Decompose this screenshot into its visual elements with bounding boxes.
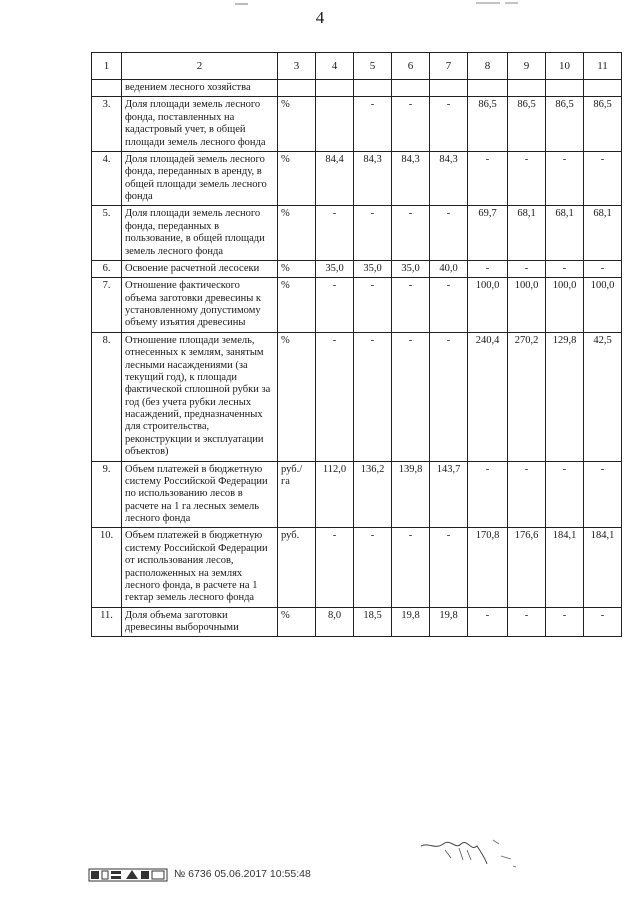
continuation-text: ведением лесного хозяйства [122,80,278,97]
indicator-name: Доля площади земель лесного фонда, поставленных на кадастровый учет, в общей площади земель лесного фонда [122,97,278,152]
table-row [92,332,622,461]
table-row [92,528,622,607]
value-cell: 100,0 [508,278,546,333]
value-cell: - [430,206,468,261]
unit-cell: % [278,607,316,637]
value-cell: - [316,528,354,607]
value-cell: - [430,332,468,461]
value-cell: - [316,332,354,461]
value-cell: 35,0 [392,260,430,277]
row-number: 7. [92,278,122,333]
unit-cell: % [278,151,316,206]
value-cell: 100,0 [468,278,508,333]
column-header: 8 [468,53,508,80]
value-cell: 68,1 [508,206,546,261]
column-header: 6 [392,53,430,80]
value-cell: 100,0 [584,278,622,333]
value-cell: - [468,461,508,528]
value-cell [316,97,354,152]
unit-cell: руб./ га [278,461,316,528]
value-cell: 86,5 [508,97,546,152]
table-cell [278,80,316,97]
value-cell: - [430,97,468,152]
value-cell: 240,4 [468,332,508,461]
registry-stamp-icon [88,866,168,882]
value-cell: - [546,151,584,206]
signature-mark [415,836,525,876]
column-header: 5 [354,53,392,80]
value-cell: - [354,97,392,152]
value-cell: - [430,278,468,333]
value-cell: - [584,260,622,277]
unit-cell: руб. [278,528,316,607]
value-cell: - [468,151,508,206]
value-cell: 84,4 [316,151,354,206]
indicator-name: Доля площади земель лесного фонда, переданных в пользование, в общей площади земель лесного фонда [122,206,278,261]
footer [88,866,311,882]
document-reference: № 6736 05.06.2017 10:55:48 [174,868,311,880]
row-number: 3. [92,97,122,152]
column-header: 1 [92,53,122,80]
value-cell: - [392,206,430,261]
value-cell: - [392,332,430,461]
value-cell: 86,5 [584,97,622,152]
value-cell: 84,3 [354,151,392,206]
value-cell: 68,1 [584,206,622,261]
value-cell: - [546,260,584,277]
indicator-name: Объем платежей в бюджетную систему Российской Федерации по использованию лесов в расчете на 1 га лесных земель лесного фонда [122,461,278,528]
value-cell: - [508,461,546,528]
value-cell: - [508,260,546,277]
column-header: 3 [278,53,316,80]
table-cell [468,80,508,97]
value-cell: - [584,151,622,206]
column-header: 10 [546,53,584,80]
table-cell [546,80,584,97]
table-row [92,151,622,206]
unit-cell: % [278,206,316,261]
row-number: 11. [92,607,122,637]
value-cell: 40,0 [430,260,468,277]
indicator-name: Объем платежей в бюджетную систему Российской Федерации от использования лесов, расположенных на землях лесного фонда, в расчете на 1 гектар земель лесного фонда [122,528,278,607]
table-row [92,97,622,152]
value-cell: 129,8 [546,332,584,461]
value-cell: - [392,278,430,333]
column-header: 11 [584,53,622,80]
value-cell: - [354,528,392,607]
table-row [92,260,622,277]
value-cell: 35,0 [316,260,354,277]
value-cell: 136,2 [354,461,392,528]
table-cell [584,80,622,97]
table-row [92,461,622,528]
value-cell: - [508,607,546,637]
indicator-name: Освоение расчетной лесосеки [122,260,278,277]
value-cell: - [508,151,546,206]
value-cell: - [584,461,622,528]
value-cell: - [584,607,622,637]
value-cell: 112,0 [316,461,354,528]
table-cell [508,80,546,97]
value-cell: 69,7 [468,206,508,261]
row-number: 9. [92,461,122,528]
table-cell [354,80,392,97]
value-cell: - [392,528,430,607]
value-cell: - [546,607,584,637]
value-cell: - [546,461,584,528]
table-cell [92,80,122,97]
table-cell [316,80,354,97]
table-row [92,278,622,333]
indicator-name: Отношение площади земель, отнесенных к землям, занятым лесными насаждениями (за текущий год), к площади фактической сплошной рубки за год (без учета рубки лесных насаждений, предназначенных для строительства, реконструкции и эксплуатации объектов) [122,332,278,461]
row-number: 8. [92,332,122,461]
row-number: 4. [92,151,122,206]
table-row [92,607,622,637]
value-cell: - [430,528,468,607]
value-cell: - [316,278,354,333]
table-row [92,206,622,261]
unit-cell: % [278,332,316,461]
value-cell: 184,1 [584,528,622,607]
column-header: 2 [122,53,278,80]
value-cell: 143,7 [430,461,468,528]
value-cell: 84,3 [392,151,430,206]
value-cell: 35,0 [354,260,392,277]
row-number: 6. [92,260,122,277]
page-number: 4 [315,8,325,27]
column-header: 7 [430,53,468,80]
value-cell: 19,8 [392,607,430,637]
unit-cell: % [278,278,316,333]
table-cell [392,80,430,97]
value-cell: - [354,332,392,461]
value-cell: - [316,206,354,261]
value-cell: 68,1 [546,206,584,261]
column-header: 4 [316,53,354,80]
value-cell: 184,1 [546,528,584,607]
value-cell: 100,0 [546,278,584,333]
value-cell: 176,6 [508,528,546,607]
continuation-row [92,80,622,97]
indicator-name: Доля объема заготовки древесины выборочными [122,607,278,637]
value-cell: - [468,607,508,637]
row-number: 10. [92,528,122,607]
table-body [92,53,622,637]
value-cell: - [468,260,508,277]
value-cell: - [354,206,392,261]
value-cell: - [354,278,392,333]
value-cell: 19,8 [430,607,468,637]
row-number: 5. [92,206,122,261]
value-cell: 86,5 [546,97,584,152]
value-cell: 170,8 [468,528,508,607]
table-cell [430,80,468,97]
indicator-name: Отношение фактического объема заготовки древесины к установленному допустимому объему изъятия древесины [122,278,278,333]
unit-cell: % [278,260,316,277]
value-cell: - [392,97,430,152]
value-cell: 18,5 [354,607,392,637]
value-cell: 42,5 [584,332,622,461]
value-cell: 84,3 [430,151,468,206]
header-row [92,53,622,80]
indicator-name: Доля площадей земель лесного фонда, переданных в аренду, в общей площади земель лесного фонда [122,151,278,206]
unit-cell: % [278,97,316,152]
column-header: 9 [508,53,546,80]
value-cell: 270,2 [508,332,546,461]
indicators-table [91,52,622,637]
value-cell: 8,0 [316,607,354,637]
value-cell: 139,8 [392,461,430,528]
value-cell: 86,5 [468,97,508,152]
